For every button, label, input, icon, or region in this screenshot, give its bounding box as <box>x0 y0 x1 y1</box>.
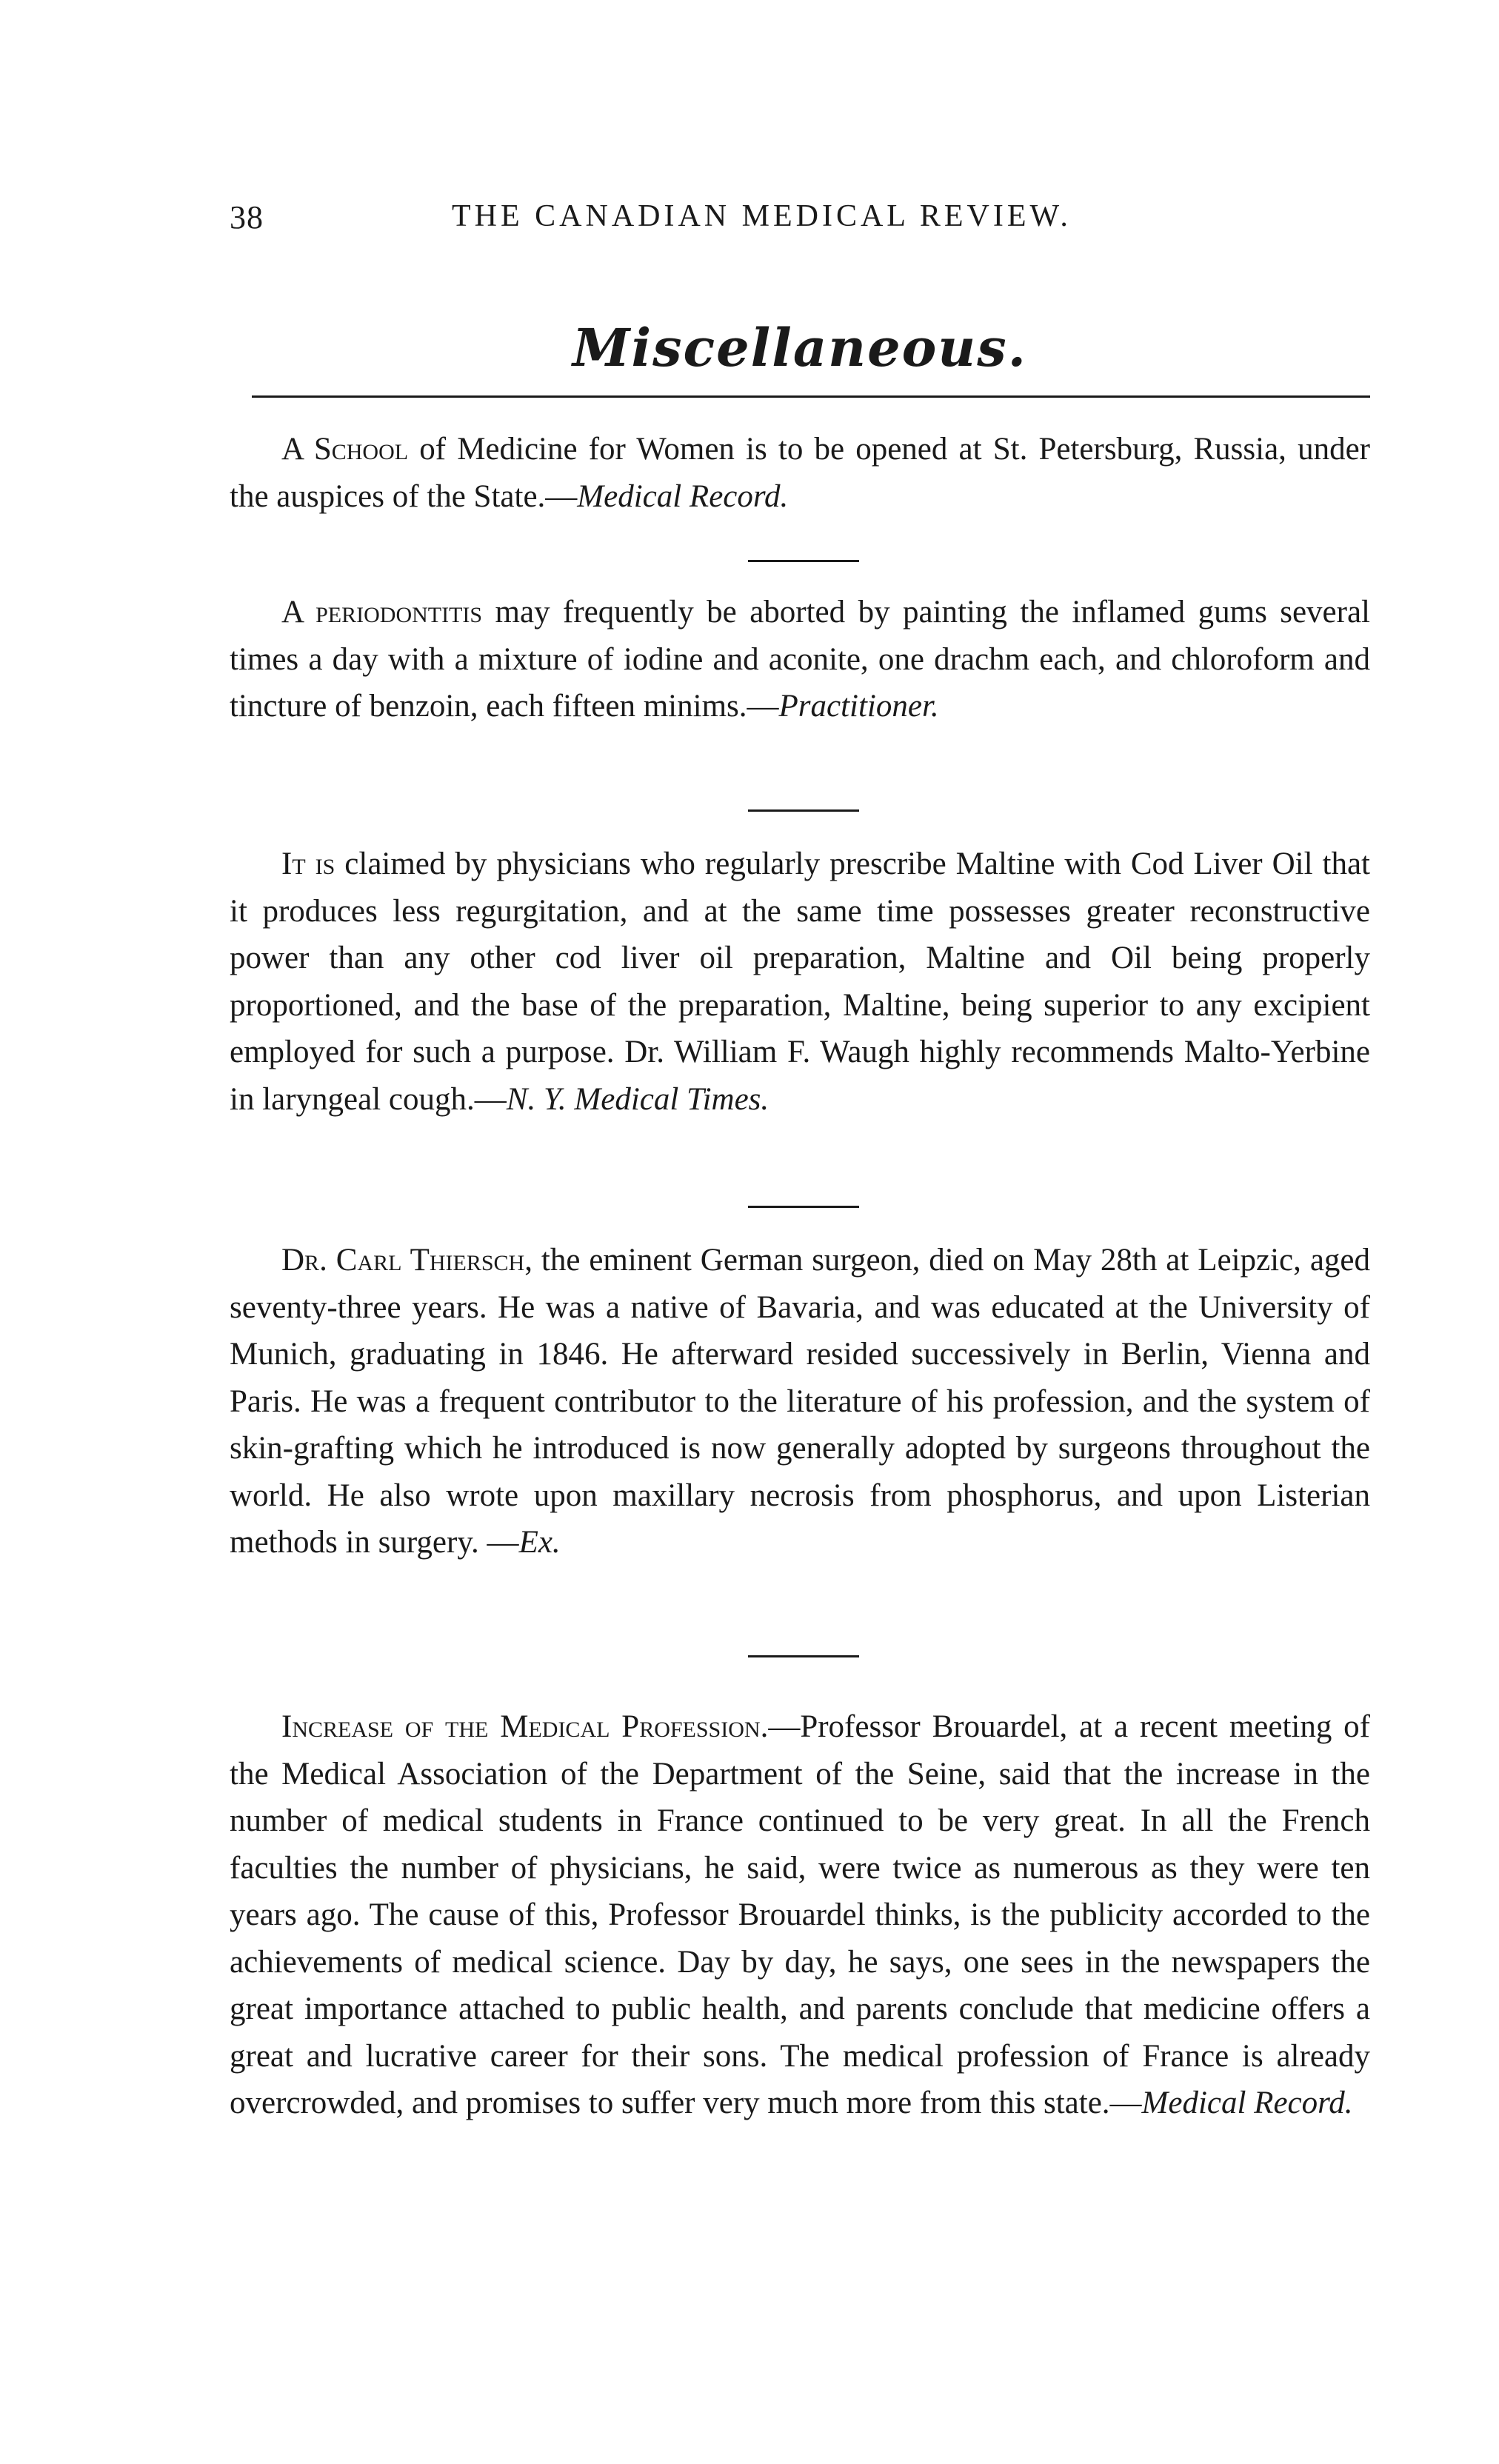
page-number: 38 <box>230 199 264 236</box>
article-maltine <box>230 841 1370 1123</box>
separator-rule <box>748 1206 859 1208</box>
article-lead: Dr. Carl Thiersch, <box>281 1243 533 1278</box>
separator-rule <box>748 809 859 812</box>
article-periodontitis <box>230 589 1370 730</box>
article-lead: A periodontitis <box>281 595 483 630</box>
article-lead: Increase of the Medical Profession. <box>281 1709 769 1744</box>
title-rule <box>252 395 1370 398</box>
article-body: the eminent German surgeon, died on May 28th at Leipzic, aged seventy-three years. He was a native of Bavaria, and was educated at the University of Munich, graduating in 1846. He afterward resided successively in Berlin, Vienna and Paris. He was a frequent contributor to the literature of his profession, and the system of skin-grafting which he introduced is now generally adopted by surgeons throughout the world. He also wrote upon maxillary necrosis from phosphorus, and upon Listerian methods in surgery. — <box>230 1243 1370 1560</box>
article-medical-profession <box>230 1703 1370 2127</box>
article-body: of Medicine for Women is to be opened at St. Petersburg, Russia, under the auspices of the State.— <box>230 432 1370 514</box>
article-women-medical-school <box>230 426 1370 520</box>
article-body: claimed by physicians who regularly prescribe Maltine with Cod Liver Oil that it produces less regurgitation, and at the same time possesses greater reconstructive power than any other cod liver oil preparation, Maltine and Oil being properly proportioned, and the base of the preparation, Maltine, being superior to any excipient employed for such a purpose. Dr. William F. Waugh highly recommends Malto-Yerbine in laryngeal cough.— <box>230 847 1370 1117</box>
separator-rule <box>748 1655 859 1657</box>
article-source: Medical Record. <box>577 478 789 514</box>
article-lead: A School <box>281 432 409 467</box>
article-source: Practitioner. <box>778 689 939 724</box>
article-source: N. Y. Medical Times. <box>506 1081 769 1117</box>
section-title: Miscellaneous. <box>572 317 1027 378</box>
article-carl-thiersch <box>230 1237 1370 1566</box>
article-body: may frequently be aborted by painting the inflamed gums several times a day with a mixture of iodine and aconite, one drachm each, and chloroform and tincture of benzoin, each fifteen minims.— <box>230 595 1370 724</box>
running-head <box>230 198 1370 243</box>
article-source: Medical Record. <box>1141 2086 1353 2120</box>
article-lead: It is <box>281 847 335 881</box>
article-body: —Professor Brouardel, at a recent meeting of the Medical Association of the Department of the Seine, said that the increase in the number of medical students in France continued to be very great. In all the French faculties the number of physicians, he said, were twice as numerous as they were ten years ago. The cause of this, Professor Brouardel thinks, is the publicity accorded to the achievements of medical science. Day by day, he says, one sees in the newspapers the great importance attached to public health, and parents conclude that medicine offers a great and lucrative career for their sons. The medical profession of France is already overcrowded, and promises to suffer very much more from this state.— <box>230 1709 1371 2120</box>
journal-title: THE CANADIAN MEDICAL REVIEW. <box>452 199 1072 233</box>
separator-rule <box>748 560 859 562</box>
article-source: Ex. <box>518 1525 561 1560</box>
